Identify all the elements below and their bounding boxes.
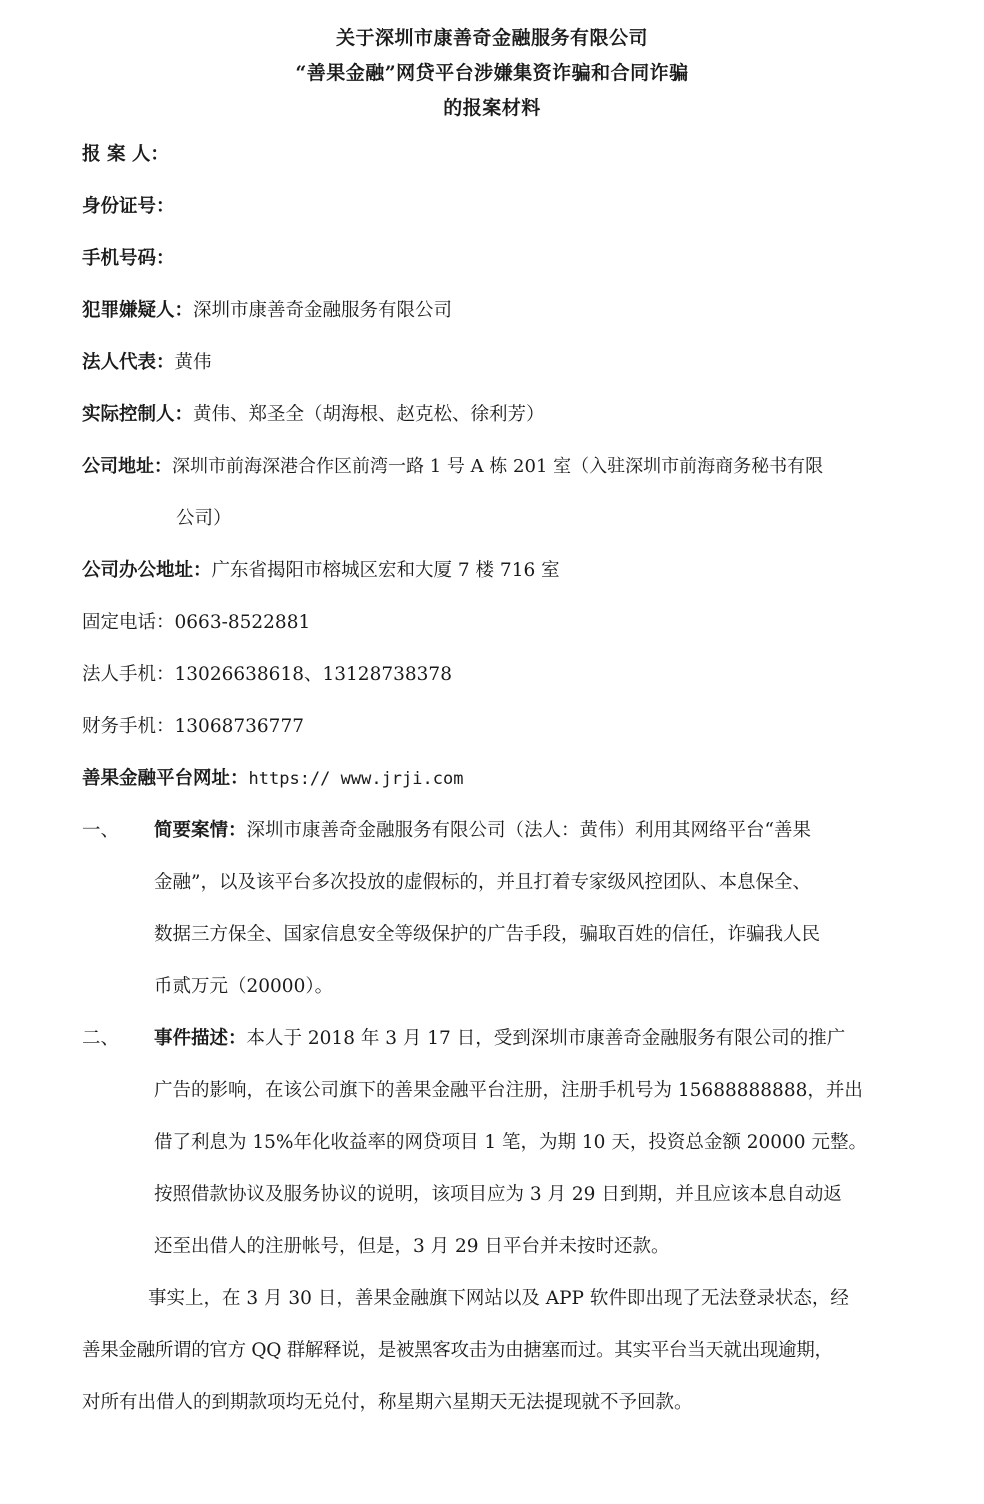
paragraph-line-1: 事实上，在 3 月 30 日，善果金融旗下网站以及 APP 软件即出现了无法登录状态，经 (148, 1288, 849, 1309)
field-label: 善果金融平台网址： (82, 768, 249, 789)
field-label: 固定电话： (82, 612, 175, 633)
field-label: 手机号码： (82, 248, 175, 269)
field-company-address-continued: 公司） (176, 508, 232, 529)
field-value: 0663-8522881 (174, 612, 311, 633)
section-two-line-5: 还至出借人的注册帐号，但是，3 月 29 日平台并未按时还款。 (154, 1236, 670, 1257)
field-label: 法人代表： (82, 352, 175, 373)
section-heading: 事件描述： (154, 1028, 247, 1049)
title-line-2: “善果金融”网贷平台涉嫌集资诈骗和合同诈骗 (295, 62, 689, 84)
field-label: 公司地址： (82, 456, 172, 477)
field-value: 黄伟 (174, 352, 212, 373)
field-label: 公司办公地址： (82, 560, 212, 581)
title-line-3: 的报案材料 (443, 97, 541, 119)
field-id-number (82, 192, 175, 218)
field-reporter (82, 140, 169, 166)
field-phone (82, 244, 175, 270)
field-company-address (82, 452, 823, 478)
field-label: 法人手机： (82, 664, 175, 685)
paragraph-line-2: 善果金融所谓的官方 QQ 群解释说，是被黑客攻击为由搪塞而过。其实平台当天就出现逾期， (82, 1340, 833, 1361)
field-legal-mobile (82, 660, 452, 686)
section-text: 本人于 2018 年 3 月 17 日，受到深圳市康善奇金融服务有限公司的推广 (246, 1028, 846, 1049)
section-two-line-1 (154, 1024, 845, 1050)
section-two-number: 二、 (82, 1028, 120, 1049)
section-two-line-4: 按照借款协议及服务协议的说明，该项目应为 3 月 29 日到期，并且应该本息自动返 (154, 1184, 842, 1205)
field-landline (82, 608, 310, 634)
field-label: 报 案 人： (82, 144, 169, 165)
section-two-line-3: 借了利息为 15%年化收益率的网贷项目 1 笔，为期 10 天，投资总金额 20000 元整。 (154, 1132, 867, 1153)
section-one-line-4: 币贰万元（20000）。 (154, 976, 334, 997)
field-actual-controller (82, 400, 545, 426)
field-suspect (82, 296, 452, 322)
section-text: 深圳市康善奇金融服务有限公司（法人：黄伟）利用其网络平台“善果 (246, 820, 811, 841)
field-value: 13068736777 (174, 716, 304, 737)
field-label: 身份证号： (82, 196, 175, 217)
field-label: 犯罪嫌疑人： (82, 300, 194, 321)
field-value: https:// www.jrji.com (248, 769, 464, 789)
field-label: 财务手机： (82, 716, 175, 737)
section-two-line-2: 广告的影响，在该公司旗下的善果金融平台注册，注册手机号为 15688888888，并出 (154, 1080, 863, 1101)
field-website (82, 764, 463, 790)
field-office-address (82, 556, 560, 582)
field-value: 黄伟、郑圣全（胡海根、赵克松、徐利芳） (193, 404, 545, 425)
section-heading: 简要案情： (154, 820, 247, 841)
section-one-line-2: 金融”，以及该平台多次投放的虚假标的，并且打着专家级风控团队、本息保全、 (154, 872, 811, 893)
section-one-line-3: 数据三方保全、国家信息安全等级保护的广告手段，骗取百姓的信任，诈骗我人民 (154, 924, 821, 945)
section-one-line-1 (154, 816, 811, 842)
field-value: 广东省揭阳市榕城区宏和大厦 7 楼 716 室 (211, 560, 560, 581)
paragraph-line-3: 对所有出借人的到期款项均无兑付，称星期六星期天无法提现就不予回款。 (82, 1392, 693, 1413)
field-value: 深圳市前海深港合作区前湾一路 1 号 A 栋 201 室（入驻深圳市前海商务秘书有限 (172, 456, 824, 477)
field-value: 13026638618、13128738378 (174, 664, 452, 685)
document-title (0, 0, 984, 126)
field-label: 实际控制人： (82, 404, 194, 425)
title-line-1: 关于深圳市康善奇金融服务有限公司 (335, 27, 648, 49)
field-finance-mobile (82, 712, 304, 738)
field-value: 深圳市康善奇金融服务有限公司 (193, 300, 453, 321)
section-one-number: 一、 (82, 820, 120, 841)
field-legal-representative (82, 348, 212, 374)
